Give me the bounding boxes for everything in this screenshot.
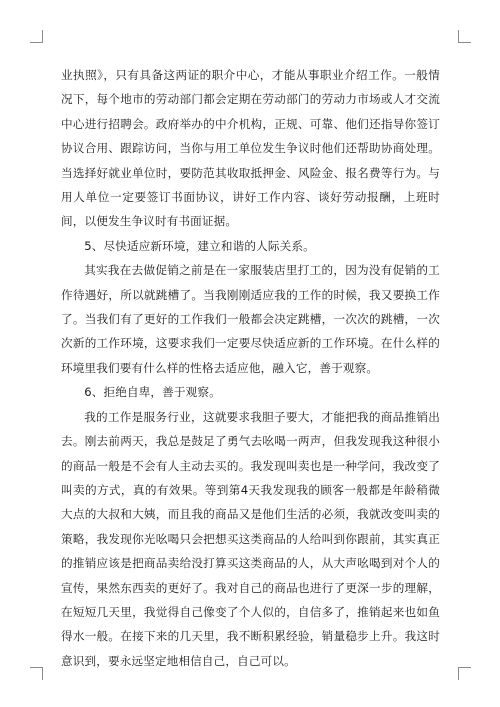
paragraph-body: 其实我在去做促销之前是在一家服装店里打工的，因为没有促销的工作待遇好，所以就跳槽了。当我刚刚适应我的工作的时候，我又要换工作了。当我们有了更好的工作我们一般都会决定跳槽，一次次的跳槽，一次次新的工作环境，这要求我们一定要尽快适应新的工作环境。在什么样的环境里我们要有什么样的性格去适应他，融入它，善于观察。 [61,263,440,375]
crop-mark-top-left [30,30,43,43]
paragraph-body: 我的工作是服务行业，这就要求我胆子要大，才能把我的商品推销出去。刚去前两天，我总是鼓足了勇气去吆喝一两声，但我发现我这种很小的商品一般是不会有人主动去买的。我发现叫卖也是一种学问，我改变了叫卖的方式，真的有效果。等到第4天我发现我的顾客一般都是年龄稍微大点的大叔和大姨，而且我的商品又是他们生活的必须，我就改变叫卖的策略，我发现你光吆喝只会把想买这类商品的人给叫到你跟前，其实真正的推销应该是把商品卖给没打算买这类商品的人，从大声吆喝到对个人的宣传，果然东西卖的更好了。我对自己的商品也进行了更深一步的理解，在短短几天里，我觉得自己像变了个人似的，自信多了，推销起来也如鱼得水一般。在接下来的几天里，我不断积累经验，销量稳步上升。我这时意识到，要永远坚定地相信自己，自己可以。 [61,409,440,668]
crop-mark-bottom-left [30,667,43,680]
section-heading-5: 5、尽快适应新环境，建立和谐的人际关系。 [84,238,315,253]
crop-mark-bottom-right [458,667,471,680]
crop-mark-top-right [458,30,471,43]
paragraph-continuation: 业执照》，只有具备这两证的职介中心，才能从事职业介绍工作。一般情况下，每个地市的劳动部门都会定期在劳动部门的劳动力市场或人才交流中心进行招聘会。政府举办的中介机构，正规、可靠、他们还指导你签订协议合用、跟踪访问，当你与用工单位发生争议时他们还帮助协商处理。当选择好就业单位时，要防范其收取抵押金、风险金、报名费等行为。与用人单位一定要签订书面协议，讲好工作内容、谈好劳动报酬，上班时间，以便发生争议时有书面证据。 [61,68,440,229]
section-heading-6: 6、拒绝自卑，善于观察。 [84,385,221,400]
document-body [61,63,440,673]
